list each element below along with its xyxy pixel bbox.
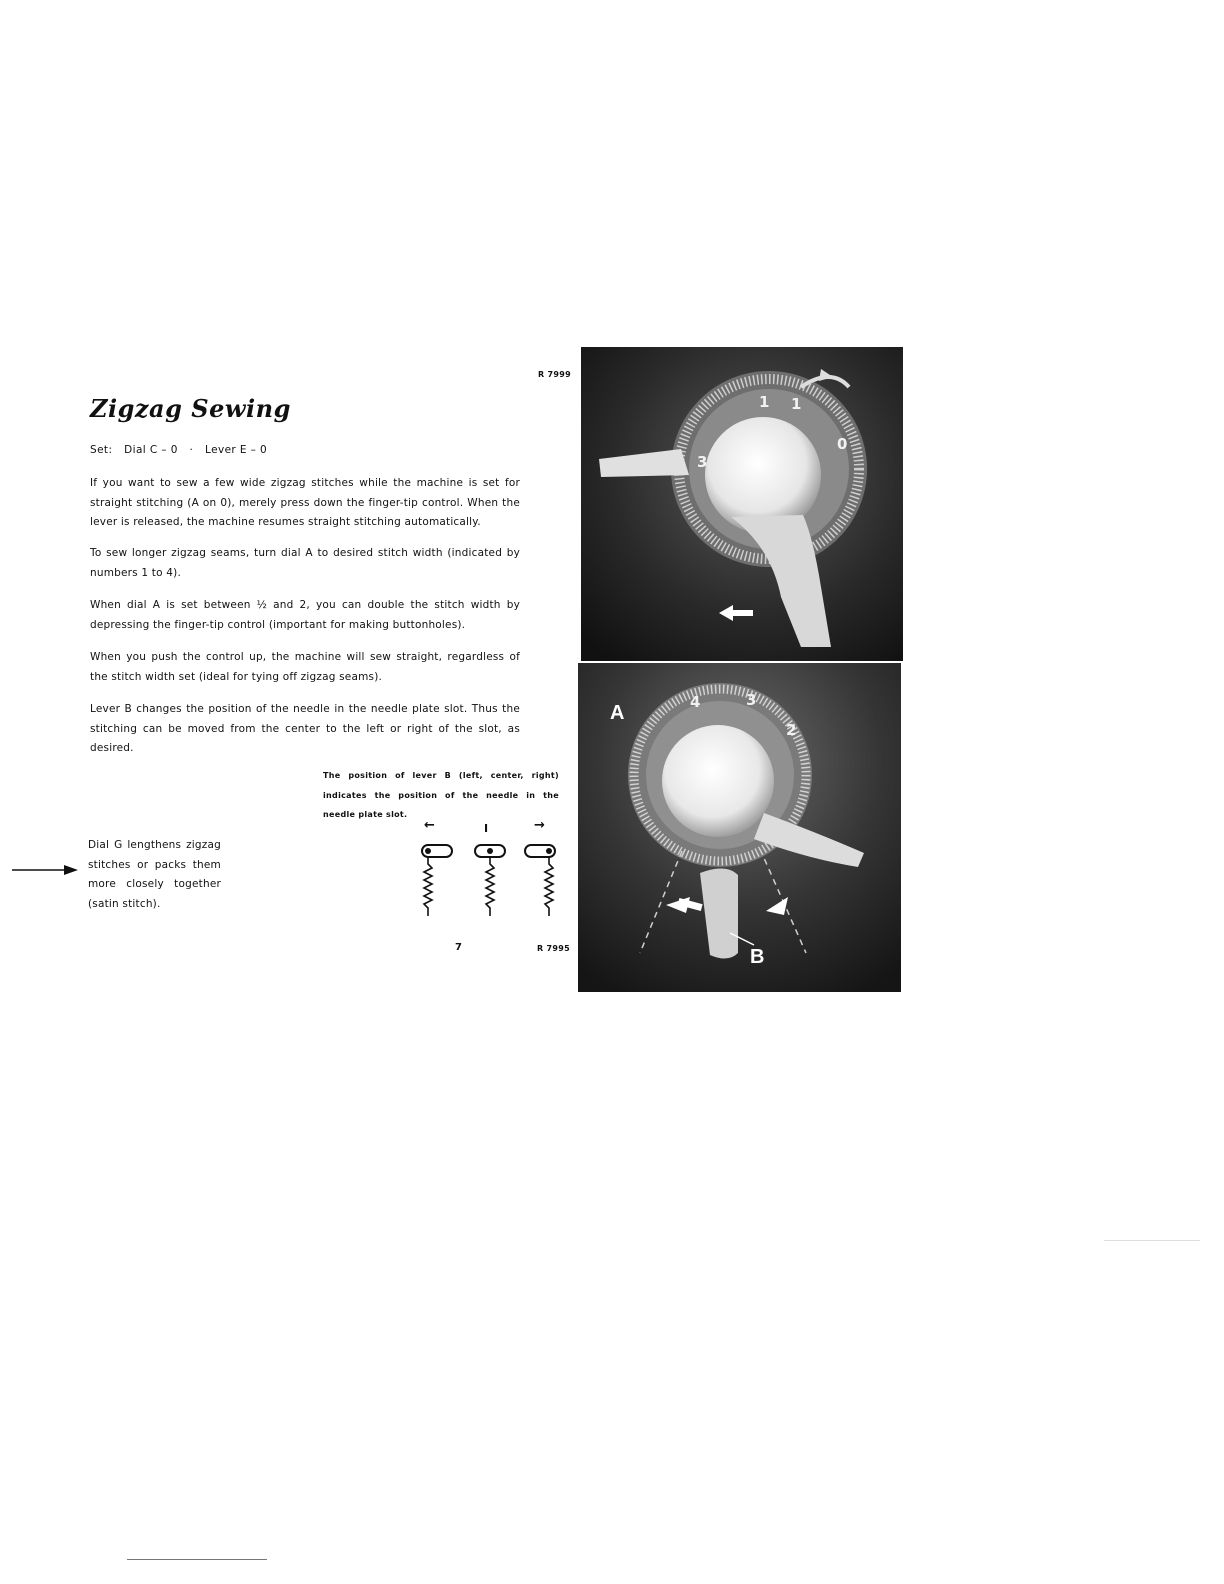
dial-number-0: 0: [837, 435, 848, 453]
paragraph-1: If you want to sew a few wide zigzag stitches while the machine is set for straight stitching (A on 0), merely press down the finger-tip control. When the lever is released, the machine resumes straight stitching automatically.: [90, 477, 520, 528]
setting-separator: ·: [189, 444, 194, 456]
dial-number-2: 2: [786, 721, 797, 739]
paragraph-4: When you push the control up, the machine will sew straight, regardless of the stitch width set (ideal for tying off zigzag seams).: [90, 651, 520, 683]
paragraph-2: To sew longer zigzag seams, turn dial A to desired stitch width (indicated by numbers 1 to 4).: [90, 547, 520, 579]
dial-g-note: Dial G lengthens zigzag stitches or packs them more closely together (satin stitch).: [88, 839, 221, 910]
dial-number-3: 3: [697, 453, 708, 471]
faint-rule: [1104, 1240, 1200, 1241]
zigzag-slot-icons: [410, 842, 570, 920]
center-position-mark: I: [484, 822, 489, 835]
right-position-arrow: →: [534, 818, 545, 833]
dial-photo-illustration: [581, 347, 903, 661]
dial-number-1a: 1: [759, 393, 770, 411]
page-title: Zigzag Sewing: [90, 394, 291, 423]
lever-photo-illustration: [578, 663, 901, 992]
paragraph-5: Lever B changes the position of the needle in the needle plate slot. Thus the stitching can be moved from the center to the left or right of the slot, as desired.: [90, 703, 520, 754]
dial-number-1b: 1: [791, 395, 802, 413]
label-lever-b: B: [750, 946, 765, 968]
page-number: 7: [455, 942, 462, 953]
needle-position-lever-photo: [578, 663, 901, 992]
stitch-width-dial-photo: [581, 347, 903, 661]
dial-number-3-bottom: 3: [746, 691, 757, 709]
lever-setting: Lever E – 0: [205, 444, 268, 456]
figure-caption: The position of lever B (left, center, right) indicates the position of the needle in the needle plate slot.: [323, 771, 559, 819]
settings-line: [90, 444, 275, 456]
paragraph-3: When dial A is set between ½ and 2, you can double the stitch width by depressing the finger-tip control (important for making buttonholes).: [90, 599, 520, 631]
bottom-rule: [127, 1559, 267, 1560]
label-dial-a: A: [610, 702, 625, 724]
left-position-arrow: ←: [424, 818, 435, 833]
needle-position-diagram: [410, 820, 570, 920]
dial-setting: Dial C – 0: [124, 444, 178, 456]
figure-code-bottom: R 7995: [537, 944, 571, 953]
pointer-arrow-icon: [12, 864, 80, 876]
figure-code-top: R 7999: [538, 370, 572, 379]
set-label: Set:: [90, 444, 113, 456]
dial-number-4: 4: [690, 693, 701, 711]
